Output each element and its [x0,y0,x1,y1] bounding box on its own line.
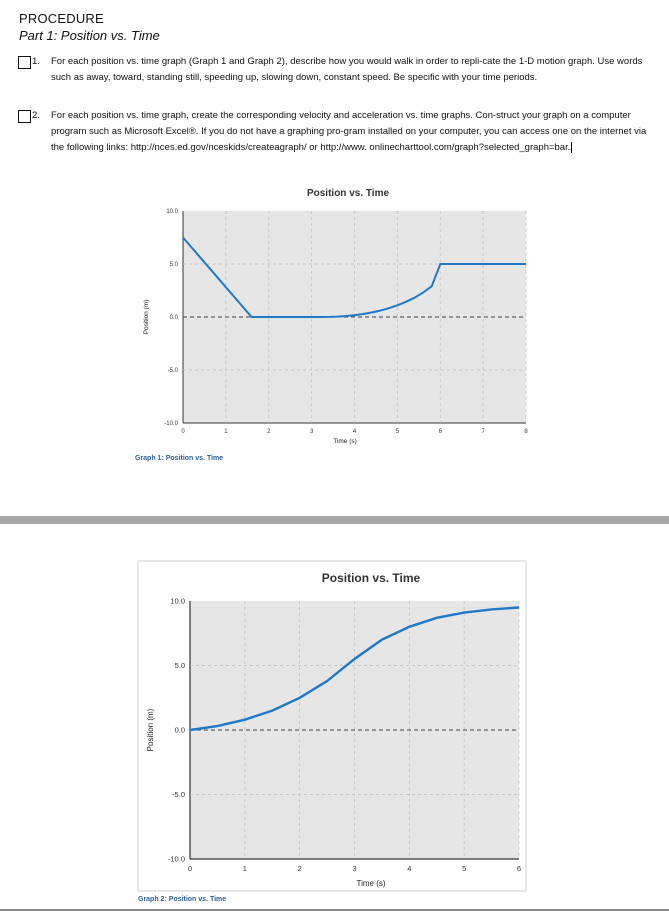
graph-1-x-tick-label: 3 [309,429,314,435]
graph-2-x-tick-label: 5 [462,864,467,873]
graph-2-x-tick-label: 6 [516,864,522,873]
graph-1-x-tick-label: 4 [352,429,357,435]
item-1-text: For each position vs. time graph (Graph 1 and Graph 2), describe how you would walk in order to repli-cate the 1-D motion graph. Use words such as away, toward, standing still, speeding up, slowing down, constant speed. Be specific with your time periods. [51,56,643,83]
procedure-heading: PROCEDURE [19,11,104,26]
graph-1-y-tick-label: 5.0 [169,262,178,268]
graph-2-y-tick-label: 0.0 [174,725,185,735]
graph-2-title: Position vs. Time [321,571,421,585]
graph-2-x-tick-label: 1 [242,864,247,873]
graph-2-x-tick-label: 0 [187,864,193,873]
item-1-number: 1. [32,56,40,67]
bottom-rule [0,909,669,911]
graph-2-x-tick-label: 4 [407,864,412,873]
graph-2-y-tick-label: 10.0 [170,596,185,606]
graph-1-x-tick-label: 8 [524,429,528,435]
graph-1-y-tick-label: -5.0 [167,368,178,374]
part-title: Part 1: Position vs. Time [19,28,160,43]
item-2-number: 2. [32,110,40,121]
graph-1-x-tick-label: 2 [267,429,271,435]
graph-1-x-tick-label: 6 [438,429,442,435]
graph-2-y-tick-label: -5.0 [172,790,185,799]
graph-2-x-tick-label: 3 [352,864,357,873]
graph-2-y-label: Position (m) [146,708,155,752]
graph-2-x-label: Time (s) [356,879,386,888]
item-2-text-content: For each position vs. time graph, create the corresponding velocity and acceleration vs. time graphs. Con-struct your graph on a computer program such as Microsoft Excel®. If you do not have a graphing pro-gram installed on your computer, you can access one on the internet via the following links: http://nces.ed.gov/nceskids/createagraph/ or http://www. onlinecharttool.com/graph?selected_graph=bar. [51,110,647,153]
graph-1-x-tick-label: 1 [224,429,228,435]
graph-1-y-tick-label: 0.0 [169,315,178,321]
graph-1-y-tick-label: -10.0 [164,421,178,427]
graph-1-x-tick-label: 0 [181,429,185,435]
graph-1-x-tick-label: 7 [481,429,485,435]
graph-1-y-label: Position (m) [143,299,150,335]
graph-2-x-tick-label: 2 [297,864,302,873]
graph-1-title: Position vs. Time [306,188,390,199]
graph-1-x-tick-label: 5 [395,429,400,435]
graph-2-caption: Graph 2: Position vs. Time [138,896,227,903]
graph-2-y-tick-label: -10.0 [167,854,185,864]
graph-2-y-tick-label: 5.0 [174,661,185,670]
graph-1-x-label: Time (s) [333,438,357,445]
graph-1-caption: Graph 1: Position vs. Time [135,455,224,462]
graph-1-y-tick-label: 10.0 [166,209,178,215]
